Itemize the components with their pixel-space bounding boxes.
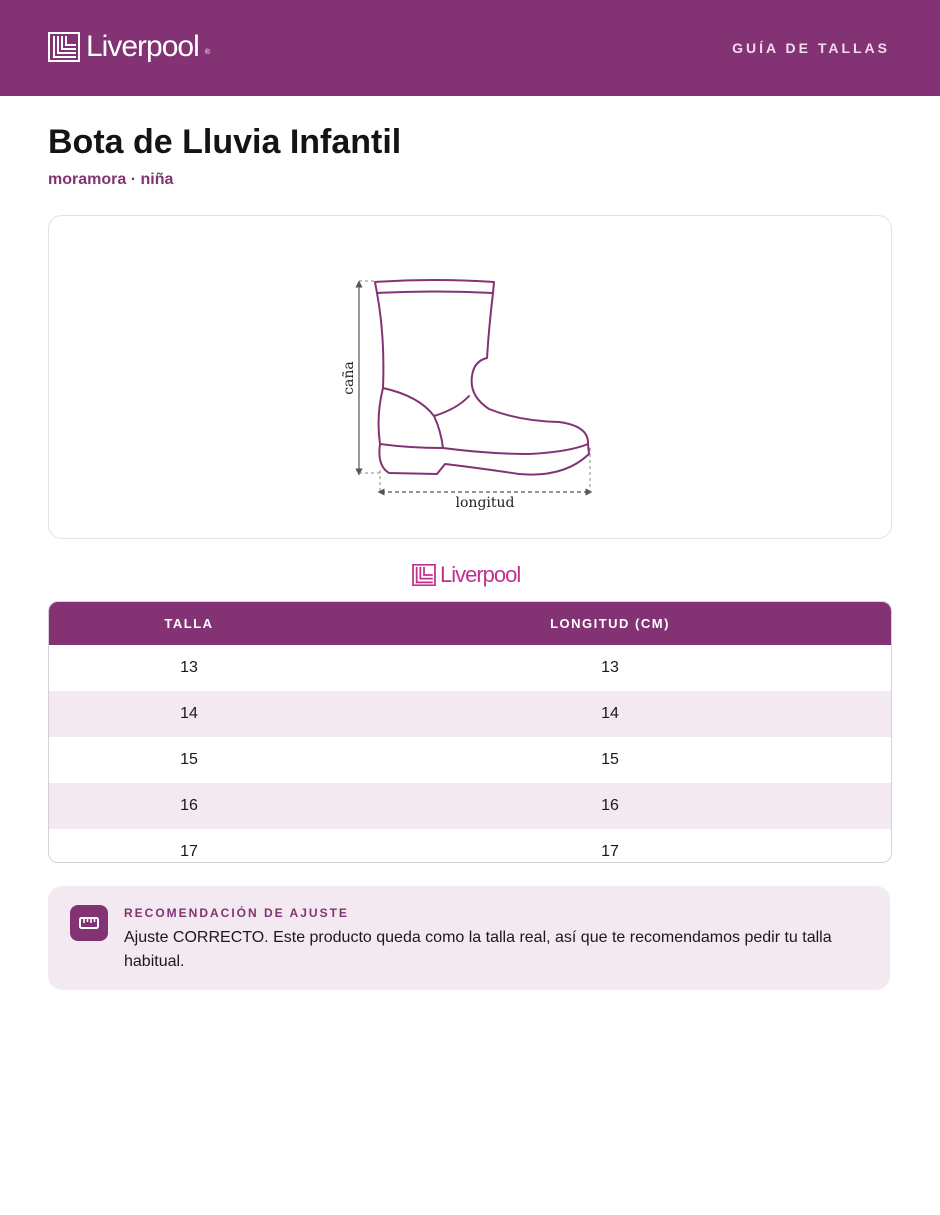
cell-talla: 16: [49, 783, 329, 829]
liverpool-logo-secondary: [412, 562, 520, 588]
table-row: [49, 645, 891, 691]
cell-longitud: 15: [601, 751, 619, 768]
table-row: [49, 783, 891, 829]
fit-recommendation: [48, 886, 890, 990]
length-label: longitud: [455, 495, 515, 511]
cell-talla: 15: [180, 751, 198, 768]
table-row: [49, 737, 891, 783]
diagram-card: [48, 215, 892, 539]
product-subtitle: moramora · niña: [48, 171, 174, 188]
liverpool-logo[interactable]: Liverpool ®: [48, 29, 209, 65]
cell-longitud: 14: [329, 691, 891, 737]
table-header-row: [49, 602, 891, 645]
liverpool-logo-icon: [48, 32, 80, 62]
cell-longitud: 17: [601, 843, 619, 860]
recommendation-title: RECOMENDACIÓN DE AJUSTE: [124, 906, 349, 920]
recommendation-text: Ajuste CORRECTO. Este producto queda como la talla real, así que te recomendamos pedir tu talla habitual.: [124, 929, 832, 970]
rain-boot-icon: [49, 216, 891, 538]
cell-talla: 17: [180, 843, 198, 860]
brand-name: Liverpool: [86, 30, 199, 63]
nav-size-guide[interactable]: GUÍA DE TALLAS: [732, 40, 890, 56]
size-table: [48, 601, 892, 863]
header-longitud: LONGITUD (CM): [329, 602, 891, 645]
cell-longitud: 16: [329, 783, 891, 829]
brand-name-secondary: Liverpool: [440, 562, 521, 587]
cell-talla: 13: [180, 659, 198, 676]
header: [0, 0, 940, 96]
cell-talla: 14: [49, 691, 329, 737]
ruler-icon: [70, 905, 108, 941]
cell-longitud: 13: [601, 659, 619, 676]
table-row: [49, 829, 891, 863]
liverpool-logo-icon: [412, 564, 436, 586]
height-label: caña: [341, 361, 357, 395]
page-title: Bota de Lluvia Infantil: [48, 123, 402, 161]
header-talla: TALLA: [49, 602, 329, 645]
table-row: [49, 691, 891, 737]
